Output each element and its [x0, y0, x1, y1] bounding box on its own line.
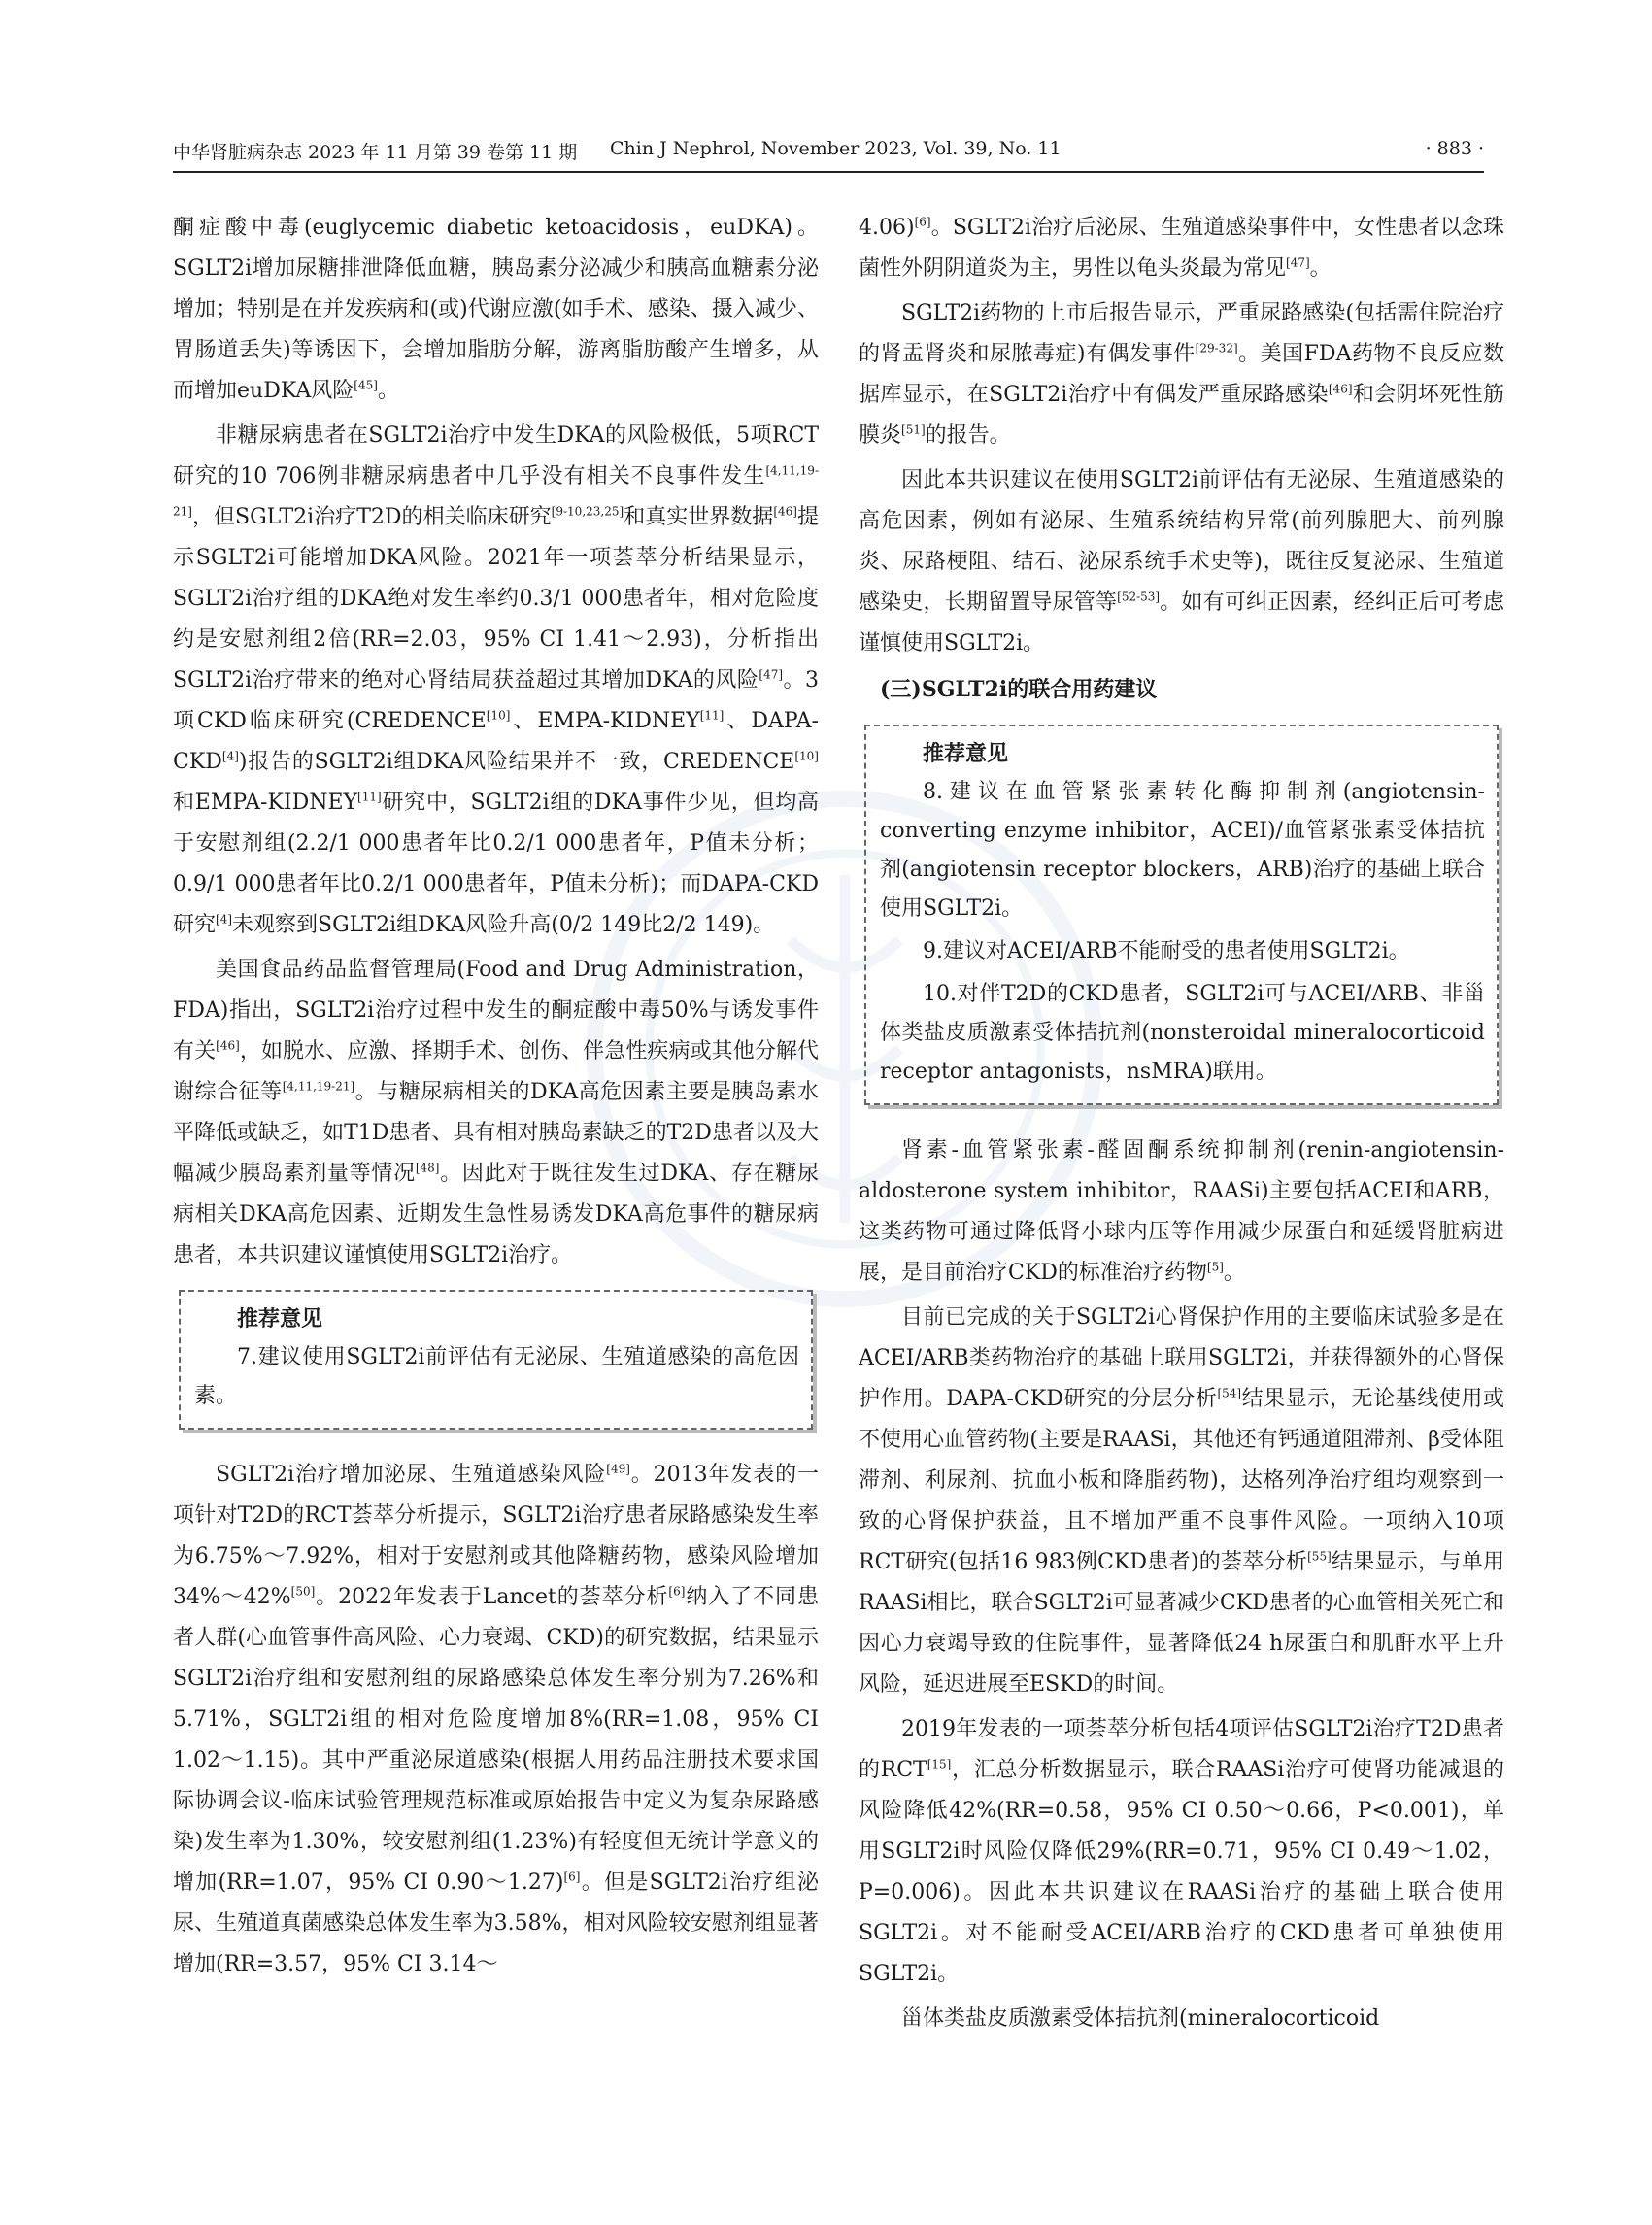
paragraph-combination-trials: 目前已完成的关于SGLT2i心肾保护作用的主要临床试验多是在ACEI/ARB类药物治疗的基础上联用SGLT2i，并获得额外的心肾保护作用。DAPA-CKD研究的分层分析[54]结果显示，无论基线使用或不使用心血管药物(主要是RAASi，其他还有钙通道阻滞剂、β受体阻滞剂、利尿剂、抗血小板和降脂药物)，达格列净治疗组均观察到一致的心肾保护获益，且不增加严重不良事件风险。一项纳入10项RCT研究(包括16 983例CKD患者)的荟萃分析[55]结果显示，与单用RAASi相比，联合SGLT2i可显著减少CKD患者的心血管相关死亡和因心力衰竭导致的住院事件，显著降低24 h尿蛋白和肌酐水平上升风险，延迟进展至ESKD的时间。	[859, 1305, 1504, 1697]
page-header	[173, 132, 1484, 173]
paragraph-infection-recommendation: 因此本共识建议在使用SGLT2i前评估有无泌尿、生殖道感染的高危因素，例如有泌尿、生殖系统结构异常(前列腺肥大、前列腺炎、尿路梗阻、结石、泌尿系统手术史等)，既往反复泌尿、生殖道感染史，长期留置导尿管等[52-53]。如有可纠正因素，经纠正后可考虑谨慎使用SGLT2i。	[859, 468, 1504, 656]
right-column	[859, 208, 1504, 2043]
paragraph-postmarketing: SGLT2i药物的上市后报告显示，严重尿路感染(包括需住院治疗的肾盂肾炎和尿脓毒症)有偶发事件[29-32]。美国FDA药物不良反应数据库显示，在SGLT2i治疗中有偶发严重尿路感染[46]和会阴坏死性筋膜炎[51]的报告。	[859, 301, 1504, 448]
recommendation-item-10: 10.对伴T2D的CKD患者，SGLT2i可与ACEI/ARB、非甾体类盐皮质激素受体拮抗剂(nonsteroidal mineralocorticoid receptor antagonists，nsMRA)联用。	[880, 982, 1485, 1084]
recommendation-box-8-10	[864, 725, 1499, 1105]
paragraph-euDKA: 酮症酸中毒(euglycemic diabetic ketoacidosis，euDKA)。SGLT2i增加尿糖排泄降低血糖，胰岛素分泌减少和胰高血糖素分泌增加；特别是在并发疾病和(或)代谢应激(如手术、感染、摄入减少、胃肠道丢失)等诱因下，会增加脂肪分解，游离脂肪酸产生增多，从而增加euDKA风险[45]。	[173, 216, 819, 403]
journal-title-en: Chin J Nephrol, November 2023, Vol. 39, No. 11	[610, 138, 1062, 159]
section-heading-combination: (三)SGLT2i的联合用药建议	[880, 677, 1158, 702]
paragraph-mra-start: 甾体类盐皮质激素受体拮抗剂(mineralocorticoid	[901, 2006, 1380, 2031]
paragraph-raasi: 肾素-血管紧张素-醛固酮系统抑制剂(renin-angiotensin-aldosterone system inhibitor，RAASi)主要包括ACEI和ARB，这类药物可通过降低肾小球内压等作用减少尿蛋白和延缓肾脏病进展，是目前治疗CKD的标准治疗药物[5]。	[859, 1138, 1504, 1285]
paragraph-nondiabetic-dka: 非糖尿病患者在SGLT2i治疗中发生DKA的风险极低，5项RCT研究的10 706例非糖尿病患者中几乎没有相关不良事件发生[4,11,19-21]，但SGLT2i治疗T2D的相关临床研究[9-10,23,25]和真实世界数据[46]提示SGLT2i可能增加DKA风险。2021年一项荟萃分析结果显示，SGLT2i治疗组的DKA绝对发生率约0.3/1 000患者年，相对危险度约是安慰剂组2倍(RR=2.03，95% CI 1.41～2.93)，分析指出SGLT2i治疗带来的绝对心肾结局获益超过其增加DKA的风险[47]。3项CKD临床研究(CREDENCE[10]、EMPA-KIDNEY[11]、DAPA-CKD[4])报告的SGLT2i组DKA风险结果并不一致，CREDENCE[10]和EMPA-KIDNEY[11]研究中，SGLT2i组的DKA事件少见，但均高于安慰剂组(2.2/1 000患者年比0.2/1 000患者年，P值未分析；0.9/1 000患者年比0.2/1 000患者年，P值未分析)；而DAPA-CKD研究[4]未观察到SGLT2i组DKA风险升高(0/2 149比2/2 149)。	[173, 423, 819, 937]
recommendation-title: 推荐意见	[923, 741, 1009, 766]
recommendation-item-9: 9.建议对ACEI/ARB不能耐受的患者使用SGLT2i。	[923, 939, 1410, 963]
recommendation-box-7	[179, 1290, 813, 1430]
recommendation-item-8: 8.建议在血管紧张素转化酶抑制剂(angiotensin-converting enzyme inhibitor，ACEI)/血管紧张素受体拮抗剂(angiotensin receptor blockers，ARB)治疗的基础上联合使用SGLT2i。	[880, 780, 1485, 921]
journal-title-cn: 中华肾脏病杂志 2023 年 11 月第 39 卷第 11 期	[173, 142, 578, 163]
recommendation-item-7: 7.建议使用SGLT2i前评估有无泌尿、生殖道感染的高危因素。	[194, 1345, 799, 1408]
left-column	[173, 208, 819, 1989]
paragraph-uti-risk: SGLT2i治疗增加泌尿、生殖道感染风险[49]。2013年发表的一项针对T2D的RCT荟萃分析提示，SGLT2i治疗患者尿路感染发生率为6.75%～7.92%，相对于安慰剂或其他降糖药物，感染风险增加34%～42%[50]。2022年发表于Lancet的荟萃分析[6]纳入了不同患者人群(心血管事件高风险、心力衰竭、CKD)的研究数据，结果显示SGLT2i治疗组和安慰剂组的尿路感染总体发生率分别为7.26%和5.71%，SGLT2i组的相对危险度增加8%(RR=1.08，95% CI 1.02～1.15)。其中严重泌尿道感染(根据人用药品注册技术要求国际协调会议-临床试验管理规范标准或原始报告中定义为复杂尿路感染)发生率为1.30%，较安慰剂组(1.23%)有轻度但无统计学意义的增加(RR=1.07，95% CI 0.90～1.27)[6]。但是SGLT2i治疗组泌尿、生殖道真菌感染总体发生率为3.58%，相对风险较安慰剂组显著增加(RR=3.57，95% CI 3.14～	[173, 1462, 820, 1976]
recommendation-title: 推荐意见	[237, 1306, 323, 1332]
page-number: · 883 ·	[1425, 138, 1484, 159]
paragraph-infection-continued: 4.06)[6]。SGLT2i治疗后泌尿、生殖道感染事件中，女性患者以念珠菌性外阴阴道炎为主，男性以龟头炎最为常见[47]。	[859, 215, 1504, 281]
paragraph-meta-analysis-2019: 2019年发表的一项荟萃分析包括4项评估SGLT2i治疗T2D患者的RCT[15]，汇总分析数据显示，联合RAASi治疗可使肾功能减退的风险降低42%(RR=0.58，95% CI 0.50～0.66，P<0.001)，单用SGLT2i时风险仅降低29%(RR=0.71，95% CI 0.49～1.02，P=0.006)。因此本共识建议在RAASi治疗的基础上联合使用SGLT2i。对不能耐受ACEI/ARB治疗的CKD患者可单独使用SGLT2i。	[859, 1717, 1504, 1986]
paragraph-fda-ketoacidosis: 美国食品药品监督管理局(Food and Drug Administration，FDA)指出，SGLT2i治疗过程中发生的酮症酸中毒50%与诱发事件有关[46]，如脱水、应激、择期手术、创伤、伴急性疾病或其他分解代谢综合征等[4,11,19-21]。与糖尿病相关的DKA高危因素主要是胰岛素水平降低或缺乏，如T1D患者、具有相对胰岛素缺乏的T2D患者以及大幅减少胰岛素剂量等情况[48]。因此对于既往发生过DKA、存在糖尿病相关DKA高危因素、近期发生急性易诱发DKA高危事件的糖尿病患者，本共识建议谨慎使用SGLT2i治疗。	[173, 958, 819, 1267]
